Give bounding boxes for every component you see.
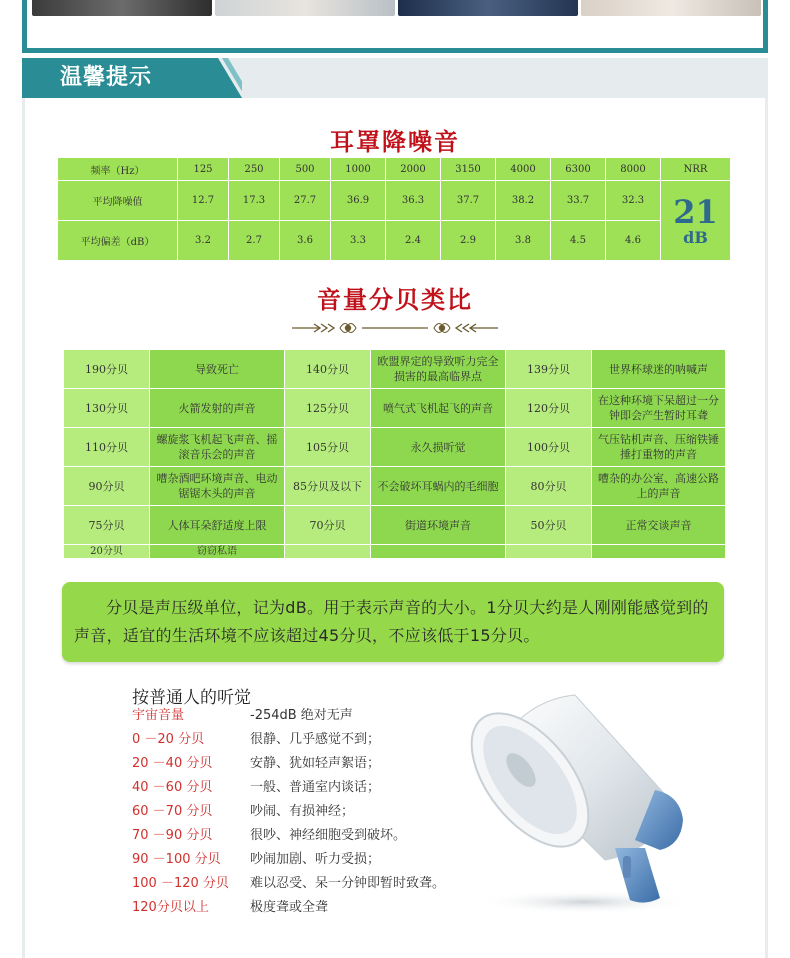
deviation-cell: 3.6: [280, 221, 331, 261]
hearing-title: 按普通人的听觉: [132, 688, 251, 708]
range-desc: 吵闹加剧、听力受损；: [250, 852, 381, 867]
empty-cell: [506, 545, 592, 559]
desc-cell: 螺旋浆飞机起飞声音、摇滚音乐会的声音: [150, 428, 285, 467]
range-label: 70 －90 分贝: [132, 828, 213, 843]
empty-cell: [285, 545, 371, 559]
photo-4: [581, 0, 761, 16]
deviation-cell: 4.5: [551, 221, 606, 261]
decibel-info-text: 分贝是声压级单位，记为dB。用于表示声音的大小。1分贝大约是人刚刚能感觉到的声音，适宜的生活环境不应该超过45分贝，不应该低于15分贝。: [74, 598, 709, 645]
db-cell: 80分贝: [506, 467, 592, 506]
volume-row-partial: [64, 545, 726, 559]
freq-cell: 3150: [441, 158, 496, 181]
freq-cell: 1000: [331, 158, 386, 181]
average-label: 平均降噪值: [58, 181, 178, 221]
range-label: 0 －20 分贝: [132, 732, 205, 747]
db-cell: 140分贝: [285, 350, 371, 389]
nrr-value: 21: [673, 192, 718, 231]
freq-row: [58, 158, 731, 181]
ear-muff-title: 耳罩降噪音: [330, 128, 460, 156]
volume-row: [64, 350, 726, 389]
desc-cell: 人体耳朵舒适度上限: [150, 506, 285, 545]
db-cell: 105分贝: [285, 428, 371, 467]
volume-row: [64, 428, 726, 467]
desc-cell: 永久损听觉: [371, 428, 506, 467]
average-cell: 12.7: [178, 181, 229, 221]
banner-title: 温馨提示: [60, 65, 153, 90]
decibel-info-box: [62, 582, 724, 662]
db-cell: 130分贝: [64, 389, 150, 428]
freq-cell: 250: [229, 158, 280, 181]
deviation-cell: 3.3: [331, 221, 386, 261]
db-cell: 190分贝: [64, 350, 150, 389]
freq-cell: 4000: [496, 158, 551, 181]
freq-cell: 125: [178, 158, 229, 181]
range-desc: 难以忍受、呆一分钟即暂时致聋。: [250, 876, 446, 891]
empty-cell: [592, 545, 726, 559]
desc-cell: 喷气式飞机起飞的声音: [371, 389, 506, 428]
range-desc: 吵闹、有损神经；: [250, 804, 355, 819]
range-label: 40 －60 分贝: [132, 780, 213, 795]
range-label: 90 －100 分贝: [132, 852, 221, 867]
tips-banner: [22, 58, 242, 98]
volume-table: [63, 349, 726, 559]
average-cell: 17.3: [229, 181, 280, 221]
db-cell: 110分贝: [64, 428, 150, 467]
db-cell: 125分贝: [285, 389, 371, 428]
deviation-row: [58, 221, 731, 261]
db-cell: 139分贝: [506, 350, 592, 389]
desc-cell: 正常交谈声音: [592, 506, 726, 545]
empty-cell: [371, 545, 506, 559]
range-desc: 安静、犹如轻声絮语；: [250, 756, 381, 771]
deviation-cell: 2.7: [229, 221, 280, 261]
volume-row: [64, 506, 726, 545]
volume-row: [64, 389, 726, 428]
deviation-cell: 4.6: [606, 221, 661, 261]
freq-cell: 2000: [386, 158, 441, 181]
nrr-value-cell: [661, 181, 731, 261]
range-desc: -254dB 绝对无声: [250, 708, 353, 723]
desc-cell: 世界杯球迷的呐喊声: [592, 350, 726, 389]
range-label: 120分贝以上: [132, 900, 209, 915]
desc-cell: 嘈杂酒吧环境声音、电动锯锯木头的声音: [150, 467, 285, 506]
range-label: 20 －40 分贝: [132, 756, 213, 771]
range-desc: 极度聋或全聋: [250, 900, 329, 915]
average-cell: 38.2: [496, 181, 551, 221]
average-cell: 27.7: [280, 181, 331, 221]
db-cell: 120分贝: [506, 389, 592, 428]
desc-cell: 窃窃私语: [150, 545, 285, 559]
average-cell: 37.7: [441, 181, 496, 221]
desc-cell: 导致死亡: [150, 350, 285, 389]
deviation-cell: 3.8: [496, 221, 551, 261]
deviation-cell: 2.9: [441, 221, 496, 261]
freq-cell: 8000: [606, 158, 661, 181]
range-label: 宇宙音量: [132, 708, 185, 723]
photo-2: [215, 0, 395, 16]
db-cell: 75分贝: [64, 506, 150, 545]
frame-left-border: [22, 0, 27, 52]
frame-right-border: [763, 0, 768, 52]
nrr-unit: dB: [683, 227, 708, 247]
db-cell: 85分贝及以下: [285, 467, 371, 506]
range-desc: 很静、几乎感觉不到；: [250, 732, 381, 747]
db-cell: 70分贝: [285, 506, 371, 545]
nrr-table: [57, 157, 731, 261]
range-label: 100 －120 分贝: [132, 876, 229, 891]
average-cell: 33.7: [551, 181, 606, 221]
range-label: 60 －70 分贝: [132, 804, 213, 819]
range-desc: 很吵、神经细胞受到破坏。: [250, 828, 407, 843]
average-cell: 36.9: [331, 181, 386, 221]
desc-cell: 街道环境声音: [371, 506, 506, 545]
volume-row: [64, 467, 726, 506]
top-photo-strip: [0, 0, 790, 58]
db-cell: 50分贝: [506, 506, 592, 545]
average-cell: 36.3: [386, 181, 441, 221]
photo-3: [398, 0, 578, 16]
nrr-label: NRR: [661, 158, 731, 181]
desc-cell: 在这种环境下呆超过一分钟即会产生暂时耳聋: [592, 389, 726, 428]
deviation-cell: 2.4: [386, 221, 441, 261]
ornament-divider-icon: [290, 318, 500, 338]
desc-cell: 嘈杂的办公室、高速公路上的声音: [592, 467, 726, 506]
desc-cell: 火箭发射的声音: [150, 389, 285, 428]
volume-title: 音量分贝类比: [317, 286, 473, 314]
db-cell: 90分贝: [64, 467, 150, 506]
db-cell: 20分贝: [64, 545, 150, 559]
desc-cell: 欧盟界定的导致听力完全损害的最高临界点: [371, 350, 506, 389]
desc-cell: 气压钻机声音、压缩铁锤捶打重物的声音: [592, 428, 726, 467]
average-cell: 32.3: [606, 181, 661, 221]
freq-label: 频率（Hz）: [58, 158, 178, 181]
range-desc: 一般、普通室内谈话；: [250, 780, 381, 795]
frame-bottom-border: [22, 48, 768, 53]
deviation-cell: 3.2: [178, 221, 229, 261]
db-cell: 100分贝: [506, 428, 592, 467]
photo-1: [32, 0, 212, 16]
megaphone-icon: [455, 680, 715, 915]
deviation-label: 平均偏差（dB）: [58, 221, 178, 261]
freq-cell: 500: [280, 158, 331, 181]
freq-cell: 6300: [551, 158, 606, 181]
desc-cell: 不会破坏耳蜗内的毛细胞: [371, 467, 506, 506]
average-row: [58, 181, 731, 221]
